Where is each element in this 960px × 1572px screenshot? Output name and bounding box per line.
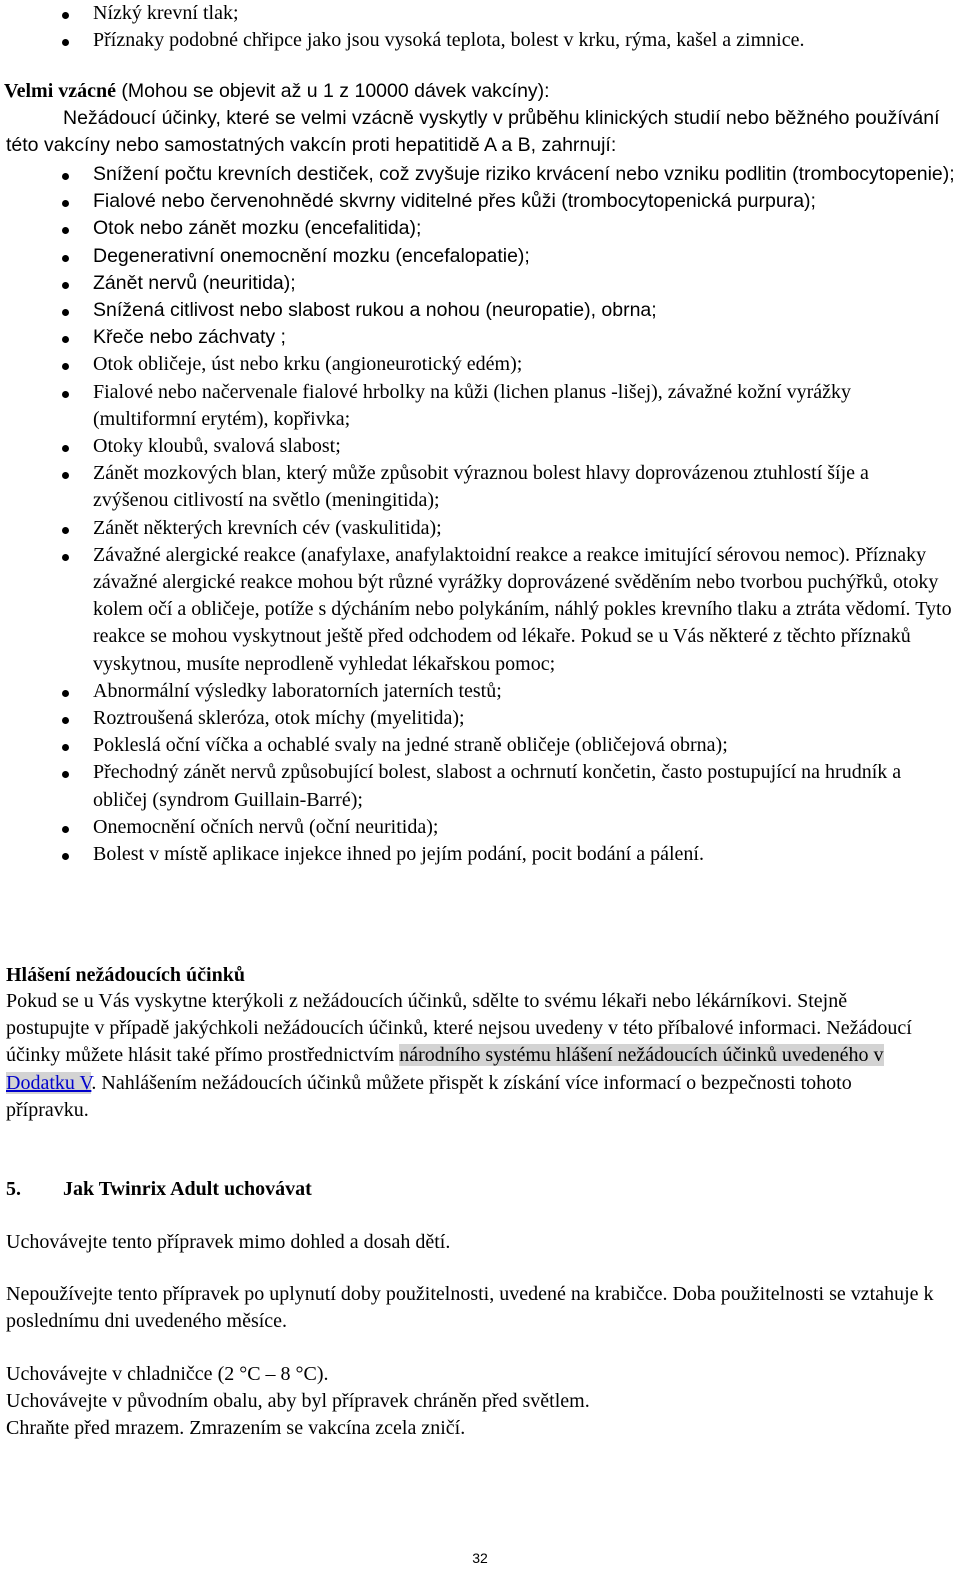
- storage-line: Chraňte před mrazem. Zmrazením se vakcína zcela zničí.: [6, 1417, 466, 1440]
- bullet-icon: [62, 472, 69, 479]
- bullet-icon: [62, 363, 69, 370]
- section-5-p2: Nepoužívejte tento přípravek po uplynutí doby použitelnosti, uvedené na krabičce. Doba použitelnosti se vztahuje k poslednímu dni uvedeného měsíce.: [6, 1283, 934, 1333]
- very-rare-intro: Nežádoucí účinky, které se velmi vzácně vyskytly v průběhu klinických studií nebo běžného používání této vakcíny nebo samostatných vakcín proti hepatitidě A a B, zahrnují:: [6, 107, 940, 157]
- bullet-icon: [62, 12, 69, 19]
- list-item: Příznaky podobné chřipce jako jsou vysoká teplota, bolest v krku, rýma, kašel a zimnice.: [0, 27, 960, 54]
- list-item: Otok obličeje, úst nebo krku (angioneurotický edém);: [0, 351, 955, 378]
- bullet-icon: [62, 826, 69, 833]
- bullet-icon: [62, 690, 69, 697]
- list-item: Otoky kloubů, svalová slabost;: [0, 433, 955, 460]
- list-item: Závažné alergické reakce (anafylaxe, anafylaktoidní reakce a reakce imitující sérovou nemoc). Příznaky závažné alergické reakce mohou být různé vyrážky doprovázené svěděním nebo tvorbou puchýřků, otoky kolem očí a obličeje, potíže s dýcháním nebo polykáním, náhlý pokles krevního tlaku a ztráta vědomí. Tyto reakce se mohou vyskytnout ještě před odchodem od lékaře. Pokud se u Vás některé z těchto příznaků vyskytnou, musíte neprodleně vyhledat lékařskou pomoc;: [0, 542, 955, 678]
- bullet-icon: [62, 255, 69, 262]
- bullet-icon: [62, 771, 69, 778]
- list-item: Otok nebo zánět mozku (encefalitida);: [0, 215, 955, 242]
- list-item: Přechodný zánět nervů způsobující bolest, slabost a ochrnutí končetin, často postupující na hrudník a obličej (syndrom Guillain-Barré);: [0, 759, 955, 813]
- list-item: Snížená citlivost nebo slabost rukou a nohou (neuropatie), obrna;: [0, 297, 955, 324]
- bullet-icon: [62, 391, 69, 398]
- bullet-icon: [62, 282, 69, 289]
- bullet-icon: [62, 554, 69, 561]
- bullet-icon: [62, 445, 69, 452]
- bullet-icon: [62, 227, 69, 234]
- bullet-icon: [62, 173, 69, 180]
- storage-line: Uchovávejte v chladničce (2 °C – 8 °C).: [6, 1363, 329, 1385]
- reporting-highlight: národního systému hlášení nežádoucích účinků uvedeného v Dodatku V: [6, 1044, 884, 1094]
- list-item: Zánět mozkových blan, který může způsobit výraznou bolest hlavy doprovázenou ztuhlostí šíje a zvýšenou citlivostí na světlo (meningitida);: [0, 460, 955, 514]
- list-item: Fialové nebo načervenale fialové hrbolky na kůži (lichen planus -lišej), závažné kožní vyrážky (multiformní erytém), kopřivka;: [0, 379, 955, 433]
- list-item: Fialové nebo červenohnědé skvrny viditelné přes kůži (trombocytopenická purpura);: [0, 188, 955, 215]
- list-item: Degenerativní onemocnění mozku (encefalopatie);: [0, 243, 955, 270]
- bullet-icon: [62, 717, 69, 724]
- list-item: Roztroušená skleróza, otok míchy (myelitida);: [0, 705, 955, 732]
- very-rare-heading: Velmi vzácné (Mohou se objevit až u 1 z 10000 dávek vakcíny):: [4, 80, 550, 102]
- section-5-heading: [6, 1176, 956, 1203]
- list-item: Zánět nervů (neuritida);: [0, 270, 955, 297]
- list-item: Zánět některých krevních cév (vaskulitida);: [0, 515, 955, 542]
- page-number: 32: [472, 1550, 488, 1566]
- list-item: Pokleslá oční víčka a ochablé svaly na jedné straně obličeje (obličejová obrna);: [0, 732, 955, 759]
- bullet-icon: [62, 39, 69, 46]
- section-title: Jak Twinrix Adult uchovávat: [63, 1178, 312, 1200]
- list-item: Snížení počtu krevních destiček, což zvyšuje riziko krvácení nebo vzniku podlitin (trombocytopenie);: [0, 161, 955, 188]
- section-5-p1: Uchovávejte tento přípravek mimo dohled a dosah dětí.: [6, 1231, 451, 1253]
- list-item: Nízký krevní tlak;: [0, 0, 960, 27]
- section-number: 5.: [6, 1178, 21, 1200]
- top-bullet-list: [0, 0, 960, 54]
- reporting-text: Pokud se u Vás vyskytne kterýkoli z nežádoucích účinků, sdělte to svému lékaři nebo lékárníkovi. Stejně postupujte v případě jakýchkoli nežádoucích účinků, které nejsou uvedeny v této příbalové informaci. Nežádoucí účinky můžete hlásit také přímo prostřednictvím národního systému hlášení nežádoucích účinků uvedeného v Dodatku V. Nahlášením nežádoucích účinků můžete přispět k získání více informací o bezpečnosti tohoto přípravku.: [6, 990, 912, 1121]
- list-item: Onemocnění očních nervů (oční neuritida);: [0, 814, 955, 841]
- storage-line: Uchovávejte v původním obalu, aby byl přípravek chráněn před světlem.: [6, 1390, 590, 1413]
- appendix-v-link[interactable]: Dodatku V: [6, 1071, 92, 1094]
- bullet-icon: [62, 336, 69, 343]
- bullet-icon: [62, 853, 69, 860]
- bullet-icon: [62, 527, 69, 534]
- list-item: Bolest v místě aplikace injekce ihned po jejím podání, pocit bodání a pálení.: [0, 841, 955, 868]
- bullet-icon: [62, 744, 69, 751]
- list-item: Křeče nebo záchvaty ;: [0, 324, 955, 351]
- bullet-icon: [62, 200, 69, 207]
- very-rare-list: [0, 161, 955, 868]
- list-item: Abnormální výsledky laboratorních jaterních testů;: [0, 678, 955, 705]
- section-5-p3: [6, 1361, 956, 1443]
- reporting-heading: Hlášení nežádoucích účinků: [6, 964, 245, 986]
- bullet-icon: [62, 309, 69, 316]
